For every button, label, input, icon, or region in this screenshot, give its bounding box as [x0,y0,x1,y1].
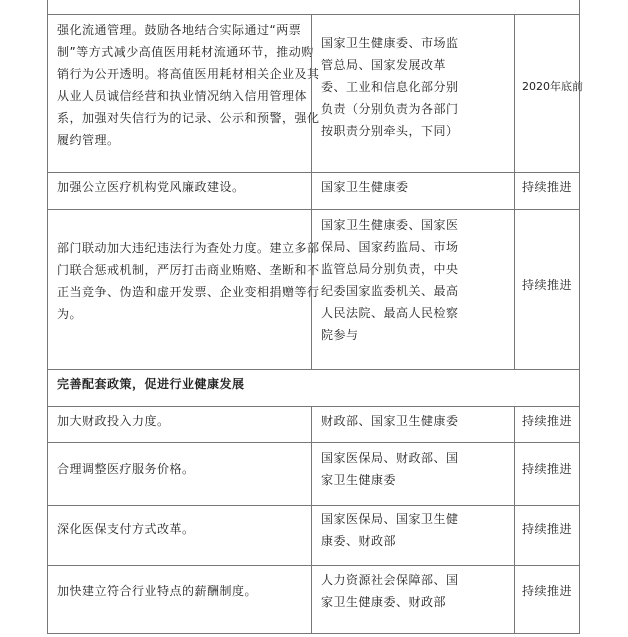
dept-line: 国家医保局、国家卫生健 [321,512,459,526]
task-line: 深化医保支付方式改革。 [57,522,195,536]
table-row [48,172,579,209]
task-cell [48,506,311,565]
task-line: 加快建立符合行业特点的薪酬制度。 [57,584,258,598]
deadline-cell [514,506,579,565]
task-cell [48,15,320,172]
dept-line: 康委、财政部 [321,534,397,548]
dept-line: 委、工业和信息化部分别 [321,80,459,94]
deadline-cell [514,443,579,505]
task-line: 部门联动加大违纪违法行为查处力度。建立多部 [57,241,320,255]
task-line: 履约管理。 [57,133,120,147]
dept-line: 国家卫生健康委、国家医 [321,218,459,232]
dept-cell [311,566,514,633]
table-row [48,406,579,442]
deadline-cell [514,173,579,209]
table-row [48,209,579,369]
table-row [48,442,579,505]
dept-cell [311,443,514,505]
dept-cell [311,407,514,442]
dept-line: 家卫生健康委 [321,473,397,487]
dept-cell [311,506,514,565]
deadline-text: 持续推进 [522,414,573,428]
dept-line: 财政部、国家卫生健康委 [321,414,459,428]
dept-line: 国家卫生健康委 [321,180,409,194]
deadline-text: 2020年底前 [522,80,583,93]
deadline-cell [514,407,579,442]
task-line: 为。 [57,307,83,321]
task-line: 强化流通管理。鼓励各地结合实际通过“两票 [57,23,302,37]
table-row [48,505,579,565]
task-cell [48,407,311,442]
policy-table [47,0,583,634]
dept-line: 按职责分别牵头，下同） [321,124,459,138]
dept-line: 人力资源社会保障部、国 [321,573,459,587]
task-line: 销行为公开透明。将高值医用耗材相关企业及其 [57,67,320,81]
task-line: 系，加强对失信行为的记录、公示和预警，强化 [57,111,320,125]
dept-line: 院参与 [321,328,359,342]
task-line: 加大财政投入力度。 [57,414,170,428]
dept-line: 家卫生健康委、财政部 [321,595,447,609]
dept-line: 负责（分别负责为各部门 [321,102,459,116]
dept-cell [311,173,514,209]
section-header [48,370,579,406]
task-cell [48,210,320,369]
task-line: 制”等方式减少高值医用耗材流通环节，推动购 [57,45,314,59]
deadline-text: 持续推进 [522,462,573,476]
dept-line: 国家医保局、财政部、国 [321,451,459,465]
task-line: 正当竞争、伪造和虚开发票、企业变相捐赠等行 [57,285,320,299]
deadline-cell [514,210,579,369]
table-row [48,565,579,633]
dept-line: 纪委国家监委机关、最高 [321,284,459,298]
task-line: 合理调整医疗服务价格。 [57,462,195,476]
dept-line: 监管总局分别负责，中央 [321,262,459,276]
deadline-text: 持续推进 [522,278,573,292]
dept-line: 国家卫生健康委、市场监 [321,36,459,50]
dept-line: 保局、国家药监局、市场 [321,240,459,254]
task-line: 加强公立医疗机构党风廉政建设。 [57,180,245,194]
deadline-text: 持续推进 [522,584,573,598]
table-row [48,14,583,172]
section-header-row [48,369,579,406]
deadline-text: 持续推进 [522,180,573,194]
deadline-cell [514,15,583,172]
task-line: 门联合惩戒机制，严厉打击商业贿赂、垄断和不 [57,263,320,277]
task-cell [48,566,311,633]
task-line: 从业人员诚信经营和执业情况纳入信用管理体 [57,89,308,103]
dept-cell [311,15,514,172]
task-cell [48,443,311,505]
dept-line: 人民法院、最高人民检察 [321,306,459,320]
dept-line: 管总局、国家发展改革 [321,58,447,72]
deadline-text: 持续推进 [522,522,573,536]
dept-cell [311,210,514,369]
section-title: 完善配套政策，促进行业健康发展 [57,377,245,391]
task-cell [48,173,311,209]
deadline-cell [514,566,579,633]
